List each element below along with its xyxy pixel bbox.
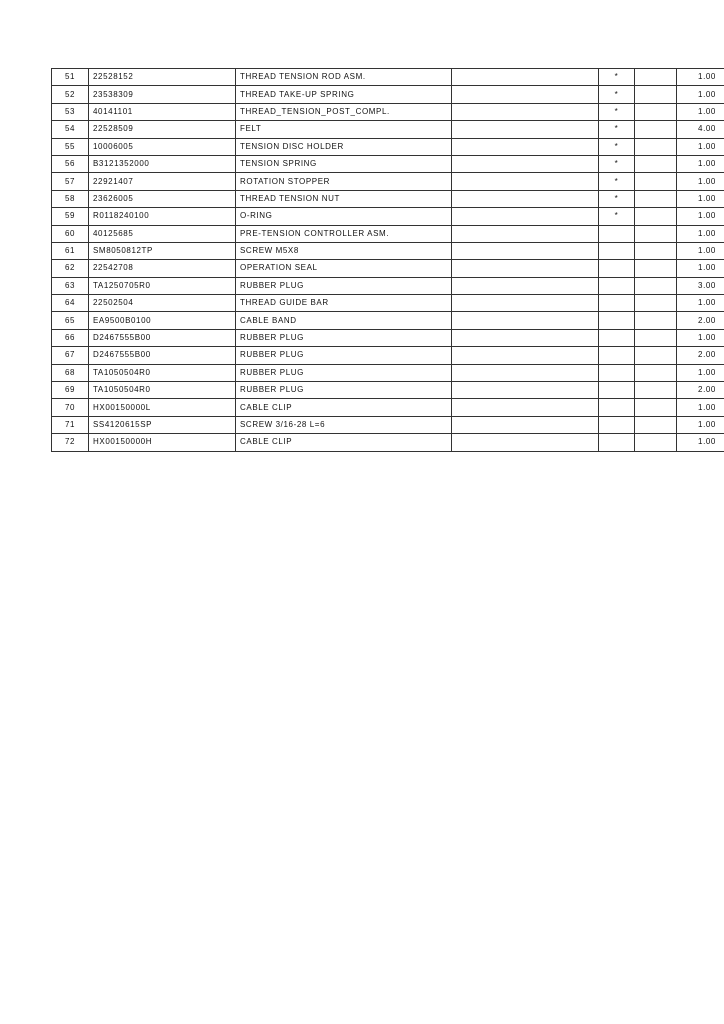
table-row — [52, 155, 724, 172]
blank-cell — [452, 121, 599, 138]
part-description: RUBBER PLUG — [236, 382, 452, 399]
part-number: SM8050812TP — [89, 242, 236, 259]
table-row — [52, 277, 724, 294]
blank-cell — [635, 69, 677, 86]
blank-cell — [452, 364, 599, 381]
item-number: 54 — [52, 121, 89, 138]
part-number: D2467555B00 — [89, 347, 236, 364]
item-number: 56 — [52, 155, 89, 172]
part-number: 22542708 — [89, 260, 236, 277]
mark-cell: * — [599, 190, 635, 207]
quantity: 1.00 — [677, 69, 724, 86]
table-row — [52, 295, 724, 312]
table-row — [52, 173, 724, 190]
blank-cell — [635, 434, 677, 451]
part-number: TA1050504R0 — [89, 364, 236, 381]
quantity: 1.00 — [677, 208, 724, 225]
part-number: 22528152 — [89, 69, 236, 86]
blank-cell — [635, 103, 677, 120]
quantity: 1.00 — [677, 190, 724, 207]
mark-cell: * — [599, 155, 635, 172]
part-number: 23538309 — [89, 86, 236, 103]
table-row — [52, 434, 724, 451]
blank-cell — [635, 155, 677, 172]
part-number: 22921407 — [89, 173, 236, 190]
blank-cell — [452, 277, 599, 294]
item-number: 64 — [52, 295, 89, 312]
part-number: 22502504 — [89, 295, 236, 312]
blank-cell — [452, 416, 599, 433]
blank-cell — [452, 86, 599, 103]
part-description: CABLE BAND — [236, 312, 452, 329]
part-number: 40141101 — [89, 103, 236, 120]
item-number: 67 — [52, 347, 89, 364]
blank-cell — [452, 295, 599, 312]
part-description: THREAD TENSION ROD ASM. — [236, 69, 452, 86]
mark-cell — [599, 277, 635, 294]
part-description: THREAD TENSION NUT — [236, 190, 452, 207]
blank-cell — [452, 329, 599, 346]
part-description: RUBBER PLUG — [236, 329, 452, 346]
item-number: 58 — [52, 190, 89, 207]
item-number: 71 — [52, 416, 89, 433]
quantity: 1.00 — [677, 399, 724, 416]
part-description: FELT — [236, 121, 452, 138]
part-description: RUBBER PLUG — [236, 347, 452, 364]
item-number: 69 — [52, 382, 89, 399]
quantity: 2.00 — [677, 347, 724, 364]
blank-cell — [635, 121, 677, 138]
table-row — [52, 242, 724, 259]
blank-cell — [452, 434, 599, 451]
mark-cell — [599, 416, 635, 433]
table-row — [52, 416, 724, 433]
item-number: 55 — [52, 138, 89, 155]
part-description: O-RING — [236, 208, 452, 225]
quantity: 1.00 — [677, 242, 724, 259]
item-number: 51 — [52, 69, 89, 86]
blank-cell — [635, 295, 677, 312]
quantity: 1.00 — [677, 434, 724, 451]
blank-cell — [452, 312, 599, 329]
table-row — [52, 260, 724, 277]
quantity: 1.00 — [677, 225, 724, 242]
mark-cell: * — [599, 173, 635, 190]
mark-cell: * — [599, 103, 635, 120]
parts-list-body — [52, 69, 724, 452]
part-number: 22528509 — [89, 121, 236, 138]
item-number: 59 — [52, 208, 89, 225]
blank-cell — [452, 69, 599, 86]
item-number: 68 — [52, 364, 89, 381]
part-description: SCREW 3/16-28 L=6 — [236, 416, 452, 433]
mark-cell — [599, 364, 635, 381]
mark-cell — [599, 242, 635, 259]
part-number: EA9500B0100 — [89, 312, 236, 329]
mark-cell — [599, 382, 635, 399]
mark-cell — [599, 399, 635, 416]
part-description: SCREW M5X8 — [236, 242, 452, 259]
mark-cell — [599, 260, 635, 277]
table-row — [52, 382, 724, 399]
blank-cell — [635, 86, 677, 103]
blank-cell — [635, 173, 677, 190]
table-row — [52, 399, 724, 416]
item-number: 61 — [52, 242, 89, 259]
quantity: 1.00 — [677, 173, 724, 190]
part-description: CABLE CLIP — [236, 434, 452, 451]
part-description: THREAD TAKE-UP SPRING — [236, 86, 452, 103]
blank-cell — [635, 312, 677, 329]
item-number: 65 — [52, 312, 89, 329]
blank-cell — [452, 208, 599, 225]
table-row — [52, 347, 724, 364]
blank-cell — [452, 225, 599, 242]
blank-cell — [452, 260, 599, 277]
quantity: 1.00 — [677, 416, 724, 433]
blank-cell — [635, 260, 677, 277]
mark-cell: * — [599, 69, 635, 86]
part-description: CABLE CLIP — [236, 399, 452, 416]
blank-cell — [452, 399, 599, 416]
part-number: 40125685 — [89, 225, 236, 242]
part-number: B3121352000 — [89, 155, 236, 172]
quantity: 1.00 — [677, 86, 724, 103]
part-description: TENSION SPRING — [236, 155, 452, 172]
mark-cell — [599, 434, 635, 451]
mark-cell — [599, 312, 635, 329]
blank-cell — [635, 382, 677, 399]
table-row — [52, 329, 724, 346]
part-description: THREAD GUIDE BAR — [236, 295, 452, 312]
item-number: 63 — [52, 277, 89, 294]
quantity: 2.00 — [677, 312, 724, 329]
mark-cell: * — [599, 121, 635, 138]
part-number: R0118240100 — [89, 208, 236, 225]
part-number: D2467555B00 — [89, 329, 236, 346]
part-number: HX00150000H — [89, 434, 236, 451]
part-number: HX00150000L — [89, 399, 236, 416]
quantity: 4.00 — [677, 121, 724, 138]
quantity: 2.00 — [677, 382, 724, 399]
quantity: 1.00 — [677, 364, 724, 381]
table-row — [52, 69, 724, 86]
blank-cell — [635, 399, 677, 416]
table-row — [52, 225, 724, 242]
part-description: THREAD_TENSION_POST_COMPL. — [236, 103, 452, 120]
mark-cell: * — [599, 86, 635, 103]
item-number: 66 — [52, 329, 89, 346]
blank-cell — [635, 364, 677, 381]
part-description: OPERATION SEAL — [236, 260, 452, 277]
item-number: 72 — [52, 434, 89, 451]
blank-cell — [452, 155, 599, 172]
quantity: 1.00 — [677, 260, 724, 277]
part-number: 23626005 — [89, 190, 236, 207]
item-number: 57 — [52, 173, 89, 190]
blank-cell — [635, 277, 677, 294]
part-number: 10006005 — [89, 138, 236, 155]
mark-cell — [599, 295, 635, 312]
quantity: 1.00 — [677, 103, 724, 120]
table-row — [52, 208, 724, 225]
blank-cell — [635, 329, 677, 346]
blank-cell — [452, 138, 599, 155]
item-number: 70 — [52, 399, 89, 416]
part-description: RUBBER PLUG — [236, 364, 452, 381]
table-row — [52, 190, 724, 207]
blank-cell — [452, 173, 599, 190]
table-row — [52, 138, 724, 155]
mark-cell — [599, 225, 635, 242]
table-row — [52, 86, 724, 103]
quantity: 1.00 — [677, 295, 724, 312]
part-description: RUBBER PLUG — [236, 277, 452, 294]
quantity: 1.00 — [677, 155, 724, 172]
parts-list-table — [51, 68, 724, 452]
quantity: 1.00 — [677, 138, 724, 155]
blank-cell — [452, 242, 599, 259]
mark-cell: * — [599, 208, 635, 225]
blank-cell — [635, 190, 677, 207]
mark-cell — [599, 347, 635, 364]
blank-cell — [452, 103, 599, 120]
table-row — [52, 312, 724, 329]
blank-cell — [452, 382, 599, 399]
blank-cell — [635, 347, 677, 364]
item-number: 62 — [52, 260, 89, 277]
table-row — [52, 364, 724, 381]
blank-cell — [635, 138, 677, 155]
part-description: ROTATION STOPPER — [236, 173, 452, 190]
blank-cell — [635, 242, 677, 259]
part-number: TA1050504R0 — [89, 382, 236, 399]
blank-cell — [635, 416, 677, 433]
blank-cell — [452, 190, 599, 207]
blank-cell — [635, 208, 677, 225]
item-number: 52 — [52, 86, 89, 103]
blank-cell — [452, 347, 599, 364]
part-description: TENSION DISC HOLDER — [236, 138, 452, 155]
part-description: PRE-TENSION CONTROLLER ASM. — [236, 225, 452, 242]
item-number: 53 — [52, 103, 89, 120]
blank-cell — [635, 225, 677, 242]
quantity: 1.00 — [677, 329, 724, 346]
quantity: 3.00 — [677, 277, 724, 294]
item-number: 60 — [52, 225, 89, 242]
mark-cell: * — [599, 138, 635, 155]
table-row — [52, 103, 724, 120]
table-row — [52, 121, 724, 138]
part-number: TA1250705R0 — [89, 277, 236, 294]
part-number: SS4120615SP — [89, 416, 236, 433]
mark-cell — [599, 329, 635, 346]
